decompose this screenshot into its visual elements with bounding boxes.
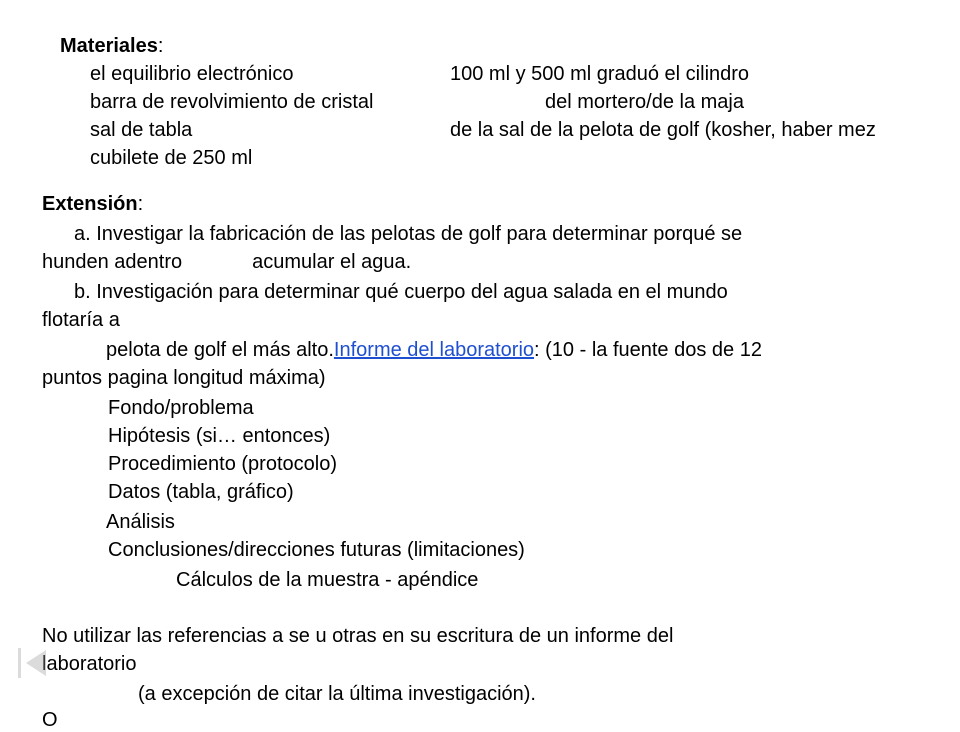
lab-report-link[interactable]: Informe del laboratorio	[333, 339, 535, 361]
sample-calculations: Cálculos de la muestra - apéndice	[176, 569, 479, 591]
extension-b-line1: b. Investigación para determinar qué cuerpo del agua salada en el mundo	[74, 281, 728, 303]
extension-b-line2: flotaría a	[42, 309, 120, 331]
report-item: Análisis	[106, 511, 175, 533]
note-line4: O	[42, 709, 58, 731]
report-item: Procedimiento (protocolo)	[108, 453, 337, 475]
report-item: Conclusiones/direcciones futuras (limitaciones)	[108, 539, 525, 561]
extension-a-line2: hunden adentro acumular el agua.	[42, 251, 412, 273]
nav-bar	[18, 648, 21, 678]
note-line1: No utilizar las referencias a se u otras en su escritura de un informe del	[42, 625, 674, 647]
material-item: barra de revolvimiento de cristal	[90, 91, 374, 113]
report-item: Hipótesis (si… entonces)	[108, 425, 331, 447]
material-item: cubilete de 250 ml	[90, 147, 253, 169]
first-slide-icon[interactable]	[16, 648, 52, 678]
material-item: sal de tabla	[90, 119, 193, 141]
note-line2: laboratorio	[42, 653, 137, 675]
material-item: del mortero/de la maja	[545, 91, 744, 113]
material-item: 100 ml y 500 ml graduó el cilindro	[450, 63, 750, 85]
report-item: Fondo/problema	[108, 397, 254, 419]
material-item: de la sal de la pelota de golf (kosher, haber mez	[450, 119, 876, 141]
extension-b-line4: puntos pagina longitud máxima)	[42, 367, 326, 389]
report-item: Datos (tabla, gráfico)	[108, 481, 294, 503]
extension-a-line1: a. Investigar la fabricación de las pelotas de golf para determinar porqué se	[74, 223, 743, 245]
note-line3: (a excepción de citar la última investigación).	[138, 683, 536, 705]
extension-b-line3: pelota de golf el más alto.Informe del laboratorio: (10 - la fuente dos de 12	[106, 339, 762, 361]
extension-heading: Extensión:	[42, 193, 144, 215]
material-item: el equilibrio electrónico	[90, 63, 294, 85]
nav-triangle	[26, 650, 46, 676]
materials-heading: Materiales:	[60, 35, 164, 57]
